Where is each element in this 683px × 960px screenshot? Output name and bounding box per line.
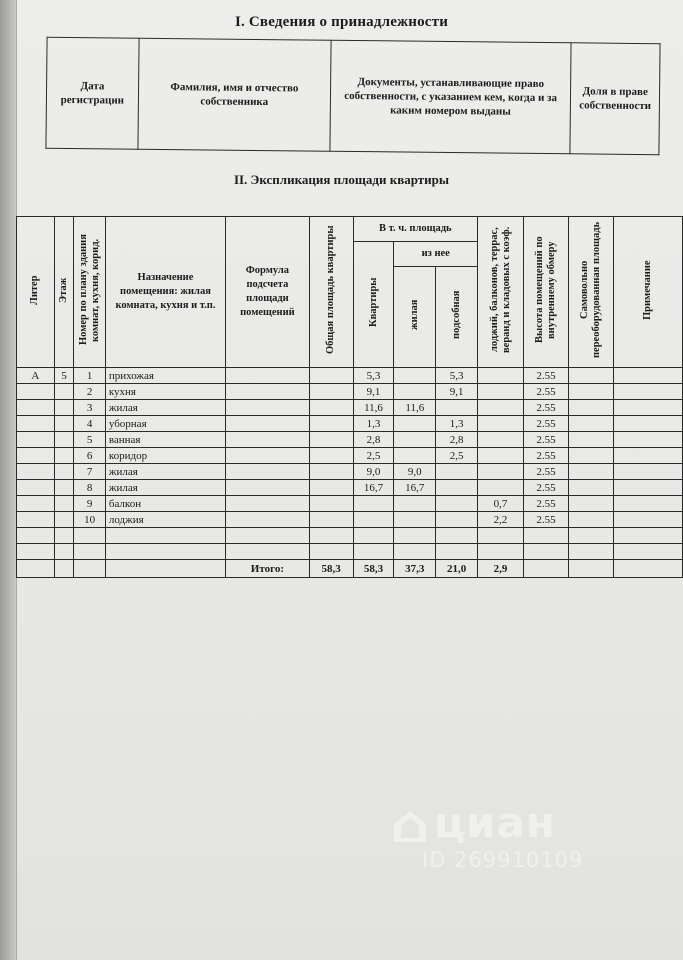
table-row <box>17 384 683 400</box>
cell-utility: 5,3 <box>436 368 478 384</box>
cell-notes <box>613 448 682 464</box>
cell-notes <box>613 464 682 480</box>
cell-total <box>309 512 353 528</box>
table-row <box>17 448 683 464</box>
cell-utility: 2,5 <box>436 448 478 464</box>
cell-apt: 11,6 <box>353 400 394 416</box>
header-loggias: лоджий, балконов, террас, веранд и кладовых с коэф. <box>478 217 524 368</box>
header-floor: Этаж <box>54 217 74 368</box>
house-logo-icon <box>392 808 428 844</box>
cell-number: 4 <box>74 416 105 432</box>
cell-floor <box>54 496 74 512</box>
cell-height: 2.55 <box>524 368 569 384</box>
table-row <box>17 480 683 496</box>
cell-name: жилая <box>105 480 225 496</box>
watermark-brand: циан <box>434 798 556 847</box>
cell-floor <box>54 448 74 464</box>
cell-name: жилая <box>105 464 225 480</box>
ownership-header-owner: Фамилия, имя и отчество собственника <box>138 38 331 151</box>
cell-floor <box>54 464 74 480</box>
cell-formula <box>226 432 310 448</box>
cell-height: 2.55 <box>524 464 569 480</box>
table-row-empty <box>17 544 683 560</box>
cell-total <box>309 496 353 512</box>
cell-height: 2.55 <box>524 512 569 528</box>
cell-loggia <box>478 416 524 432</box>
ownership-header-date: Дата регистрации <box>46 37 139 149</box>
cell-height: 2.55 <box>524 400 569 416</box>
cell-utility <box>436 496 478 512</box>
header-apartments: Квартиры <box>353 242 394 368</box>
cell-apt: 16,7 <box>353 480 394 496</box>
cell-liter <box>17 416 55 432</box>
cell-utility: 2,8 <box>436 432 478 448</box>
cell-utility: 9,1 <box>436 384 478 400</box>
cell-apt: 9,1 <box>353 384 394 400</box>
cell-notes <box>613 416 682 432</box>
cell-total <box>309 368 353 384</box>
table-row <box>17 368 683 384</box>
cell-living <box>394 368 436 384</box>
header-living: жилая <box>394 267 436 368</box>
table-row-empty <box>17 528 683 544</box>
cell-apt: 5,3 <box>353 368 394 384</box>
cell-name: балкон <box>105 496 225 512</box>
header-total-area: Общая площадь квартиры <box>309 217 353 368</box>
cell-number: 2 <box>74 384 105 400</box>
cell-number: 5 <box>74 432 105 448</box>
cell-formula <box>226 448 310 464</box>
cell-living <box>394 512 436 528</box>
cell-height: 2.55 <box>524 480 569 496</box>
cell-living: 9,0 <box>394 464 436 480</box>
header-of-which: из нее <box>394 242 478 267</box>
totals-apt: 58,3 <box>353 560 394 578</box>
table-row <box>17 496 683 512</box>
explication-table <box>16 216 683 578</box>
cell-unauthorized <box>568 384 613 400</box>
cell-formula <box>226 400 310 416</box>
ownership-header-share: Доля в праве собственности <box>570 43 660 155</box>
cell-number: 9 <box>74 496 105 512</box>
cell-total <box>309 416 353 432</box>
cell-living <box>394 496 436 512</box>
cell-apt <box>353 496 394 512</box>
cell-notes <box>613 512 682 528</box>
cell-liter <box>17 480 55 496</box>
cell-unauthorized <box>568 512 613 528</box>
cell-name: уборная <box>105 416 225 432</box>
totals-row <box>17 560 683 578</box>
cell-apt <box>353 512 394 528</box>
cell-height: 2.55 <box>524 496 569 512</box>
cell-utility <box>436 480 478 496</box>
cell-formula <box>226 416 310 432</box>
cell-formula <box>226 464 310 480</box>
cell-name: кухня <box>105 384 225 400</box>
cell-unauthorized <box>568 400 613 416</box>
section1-title: I. Сведения о принадлежности <box>234 14 449 30</box>
cell-loggia <box>478 400 524 416</box>
cell-utility: 1,3 <box>436 416 478 432</box>
cell-loggia <box>478 384 524 400</box>
totals-utility: 21,0 <box>436 560 478 578</box>
cell-height: 2.55 <box>524 416 569 432</box>
ownership-table <box>45 37 660 155</box>
cell-liter <box>17 432 55 448</box>
totals-living: 37,3 <box>394 560 436 578</box>
cell-liter <box>17 448 55 464</box>
cell-height: 2.55 <box>524 432 569 448</box>
cell-height: 2.55 <box>524 448 569 464</box>
cell-formula <box>226 480 310 496</box>
cell-apt: 2,5 <box>353 448 394 464</box>
totals-label: Итого: <box>226 560 310 578</box>
cell-notes <box>613 384 682 400</box>
cell-apt: 1,3 <box>353 416 394 432</box>
cell-loggia <box>478 448 524 464</box>
table-row <box>17 400 683 416</box>
cell-floor <box>54 384 74 400</box>
cell-loggia <box>478 432 524 448</box>
cell-name: ванная <box>105 432 225 448</box>
cell-number: 1 <box>74 368 105 384</box>
cell-floor <box>54 400 74 416</box>
cell-unauthorized <box>568 496 613 512</box>
table-row <box>17 512 683 528</box>
cell-living <box>394 416 436 432</box>
cell-number: 7 <box>74 464 105 480</box>
cell-notes <box>613 400 682 416</box>
cell-name: коридор <box>105 448 225 464</box>
cell-utility <box>436 400 478 416</box>
cell-total <box>309 400 353 416</box>
header-liter: Литер <box>17 217 55 368</box>
cell-loggia <box>478 464 524 480</box>
cell-floor <box>54 480 74 496</box>
cell-height: 2.55 <box>524 384 569 400</box>
cell-notes <box>613 496 682 512</box>
header-utility: подсобная <box>436 267 478 368</box>
cell-living <box>394 432 436 448</box>
cell-living <box>394 448 436 464</box>
cell-formula <box>226 368 310 384</box>
cell-number: 6 <box>74 448 105 464</box>
cell-living: 11,6 <box>394 400 436 416</box>
cell-name: жилая <box>105 400 225 416</box>
cell-total <box>309 432 353 448</box>
cell-loggia: 0,7 <box>478 496 524 512</box>
header-notes: Примечание <box>613 217 682 368</box>
cell-notes <box>613 480 682 496</box>
totals-total-area: 58,3 <box>309 560 353 578</box>
table-row <box>17 416 683 432</box>
cell-total <box>309 448 353 464</box>
cell-loggia: 2,2 <box>478 512 524 528</box>
cell-liter <box>17 464 55 480</box>
watermark-id: ID 269910109 <box>422 848 584 872</box>
cell-floor <box>54 432 74 448</box>
cell-unauthorized <box>568 432 613 448</box>
cell-unauthorized <box>568 464 613 480</box>
cell-floor <box>54 512 74 528</box>
header-unauthorized: Самовольно переоборудованная площадь <box>568 217 613 368</box>
cell-liter <box>17 400 55 416</box>
header-formula: Формула подсчета площади помещений <box>226 217 310 368</box>
cell-notes <box>613 368 682 384</box>
header-purpose: Назначение помещения: жилая комната, кухня и т.п. <box>105 217 225 368</box>
cell-living: 16,7 <box>394 480 436 496</box>
cell-liter <box>17 512 55 528</box>
header-height: Высота помещений по внутреннему обмеру <box>524 217 569 368</box>
cell-apt: 9,0 <box>353 464 394 480</box>
cell-name: лоджия <box>105 512 225 528</box>
totals-loggia: 2,9 <box>478 560 524 578</box>
cell-unauthorized <box>568 480 613 496</box>
cell-number: 3 <box>74 400 105 416</box>
cell-floor: 5 <box>54 368 74 384</box>
cell-formula <box>226 496 310 512</box>
cell-liter <box>17 384 55 400</box>
cell-loggia <box>478 480 524 496</box>
cell-total <box>309 480 353 496</box>
cell-unauthorized <box>568 448 613 464</box>
cell-floor <box>54 416 74 432</box>
cell-unauthorized <box>568 416 613 432</box>
cell-number: 10 <box>74 512 105 528</box>
cell-liter <box>17 496 55 512</box>
ownership-header-documents: Документы, устанавливающие право собственности, с указанием кем, когда и за каким номером выданы <box>330 40 572 154</box>
cell-unauthorized <box>568 368 613 384</box>
cell-apt: 2,8 <box>353 432 394 448</box>
cell-name: прихожая <box>105 368 225 384</box>
cell-total <box>309 464 353 480</box>
table-row <box>17 432 683 448</box>
cell-loggia <box>478 368 524 384</box>
header-incl-area: В т. ч. площадь <box>353 217 477 242</box>
table-row <box>17 464 683 480</box>
cell-number: 8 <box>74 480 105 496</box>
cell-utility <box>436 464 478 480</box>
page-shadow-edge <box>0 0 16 960</box>
cell-living <box>394 384 436 400</box>
cell-total <box>309 384 353 400</box>
section2-title: II. Экспликация площади квартиры <box>233 172 450 187</box>
cell-utility <box>436 512 478 528</box>
cell-notes <box>613 432 682 448</box>
watermark <box>392 800 642 890</box>
cell-liter: А <box>17 368 55 384</box>
cell-formula <box>226 512 310 528</box>
header-room-number: Номер по плану здания комнат, кухня, корид. <box>74 217 105 368</box>
cell-formula <box>226 384 310 400</box>
